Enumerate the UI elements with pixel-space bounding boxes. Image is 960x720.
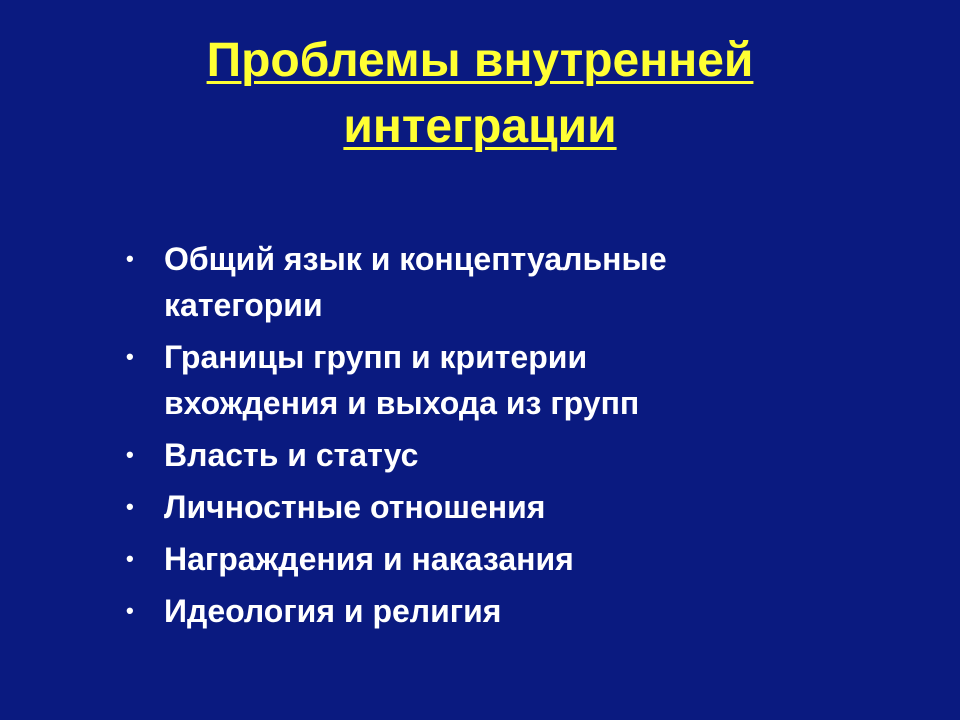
bullet-item (124, 484, 884, 530)
bullet-text-line: Личностные отношения (164, 489, 546, 525)
slide-title-line-2: интеграции (343, 100, 617, 153)
bullet-item (124, 236, 884, 328)
bullet-list (124, 236, 884, 640)
bullet-icon: • (126, 546, 134, 571)
slide-title-line-1: Проблемы внутренней (206, 34, 754, 87)
bullet-text-line: вхождения и выхода из групп (164, 385, 640, 421)
bullet-item (124, 588, 884, 634)
bullet-icon: • (126, 246, 134, 271)
bullet-icon: • (126, 442, 134, 467)
bullet-item (124, 432, 884, 478)
bullet-text-line: Общий язык и концептуальные (164, 241, 667, 277)
bullet-text-line: Границы групп и критерии (164, 339, 588, 375)
bullet-item (124, 536, 884, 582)
bullet-text-line: Награждения и наказания (164, 541, 574, 577)
slide-title (0, 28, 960, 160)
bullet-icon: • (126, 598, 134, 623)
bullet-text-line: категории (164, 287, 323, 323)
bullet-item (124, 334, 884, 426)
bullet-text-line: Власть и статус (164, 437, 419, 473)
bullet-icon: • (126, 494, 134, 519)
bullet-icon: • (126, 344, 134, 369)
bullet-text-line: Идеология и религия (164, 593, 502, 629)
